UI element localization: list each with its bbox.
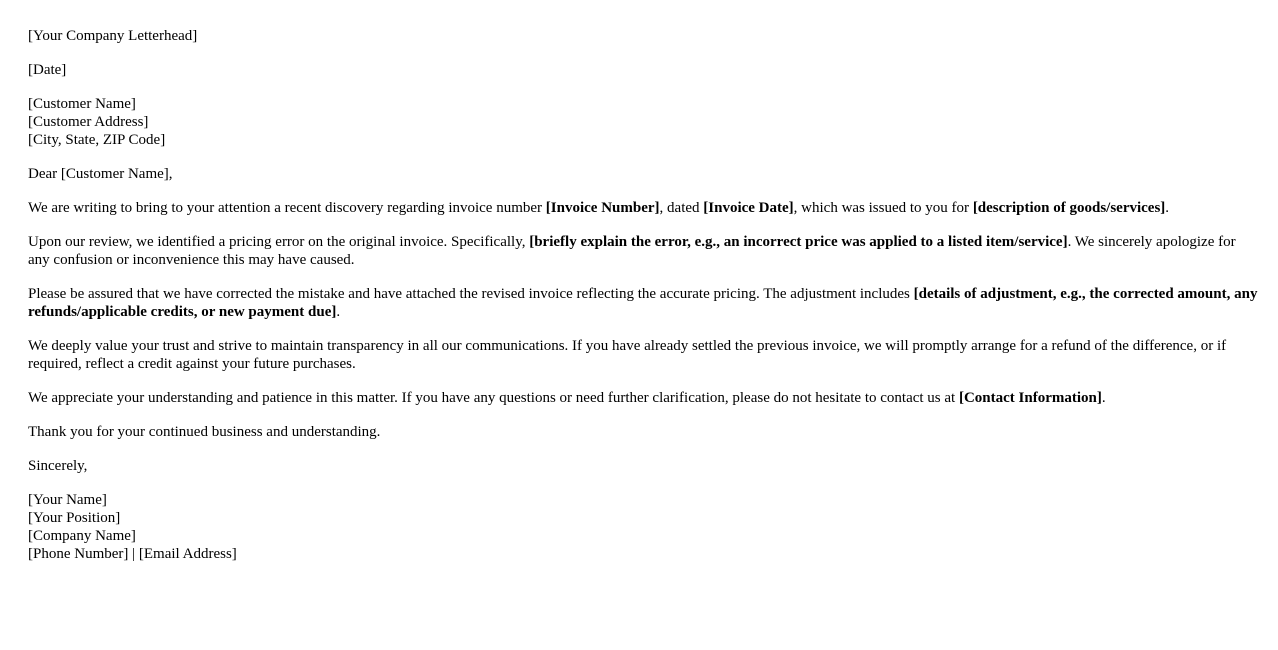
paragraph-text: .	[336, 304, 341, 320]
paragraph-text: We are writing to bring to your attention a recent discovery regarding invoice number	[28, 200, 546, 216]
paragraph-text: .	[1101, 390, 1106, 406]
letterhead: [Your Company Letterhead]	[28, 28, 198, 44]
paragraph-text: . We sincerely apologize for any confusion or inconvenience this may have caused.	[28, 234, 1236, 268]
signature-name: [Your Name]	[28, 492, 107, 508]
paragraph-thanks: Thank you for your continued business and understanding.	[28, 424, 381, 440]
paragraph-contact	[28, 389, 1258, 407]
paragraph-text: , dated	[659, 200, 704, 216]
paragraph-text: , which was issued to you for	[793, 200, 973, 216]
recipient-city-state-zip: [City, State, ZIP Code]	[28, 132, 166, 148]
salutation: Dear [Customer Name],	[28, 166, 173, 182]
signature-contact-line: [Phone Number] | [Email Address]	[28, 546, 237, 562]
recipient-block	[28, 95, 1258, 149]
paragraph-text: Please be assured that we have corrected the mistake and have attached the revised invoice reflecting the accurate pricing. The adjustment includes	[28, 286, 914, 302]
signature-block	[28, 491, 1258, 563]
recipient-name: [Customer Name]	[28, 96, 136, 112]
invoice-date-placeholder: [Invoice Date]	[703, 200, 794, 216]
paragraph-error-explanation	[28, 233, 1258, 269]
letter-date: [Date]	[28, 62, 67, 78]
paragraph-text: .	[1165, 200, 1170, 216]
recipient-address: [Customer Address]	[28, 114, 149, 130]
error-explanation-placeholder: [briefly explain the error, e.g., an incorrect price was applied to a listed item/service]	[529, 234, 1068, 250]
paragraph-refund: We deeply value your trust and strive to maintain transparency in all our communications. If you have already settled the previous invoice, we will promptly arrange for a refund of the difference, or if required, reflect a credit against your future purchases.	[28, 338, 1227, 372]
adjustment-details-placeholder: [details of adjustment, e.g., the corrected amount, any refunds/applicable credits, or new payment due]	[28, 286, 1258, 320]
paragraph-invoice-intro	[28, 199, 1258, 217]
paragraph-correction	[28, 285, 1258, 321]
paragraph-text: Upon our review, we identified a pricing error on the original invoice. Specifically,	[28, 234, 530, 250]
contact-info-placeholder: [Contact Information]	[958, 390, 1102, 406]
letter-body	[28, 27, 1258, 579]
paragraph-text: We appreciate your understanding and patience in this matter. If you have any questions or need further clarification, please do not hesitate to contact us at	[28, 390, 959, 406]
signature-position: [Your Position]	[28, 510, 121, 526]
closing: Sincerely,	[28, 458, 88, 474]
signature-company: [Company Name]	[28, 528, 136, 544]
invoice-number-placeholder: [Invoice Number]	[545, 200, 660, 216]
description-placeholder: [description of goods/services]	[972, 200, 1166, 216]
